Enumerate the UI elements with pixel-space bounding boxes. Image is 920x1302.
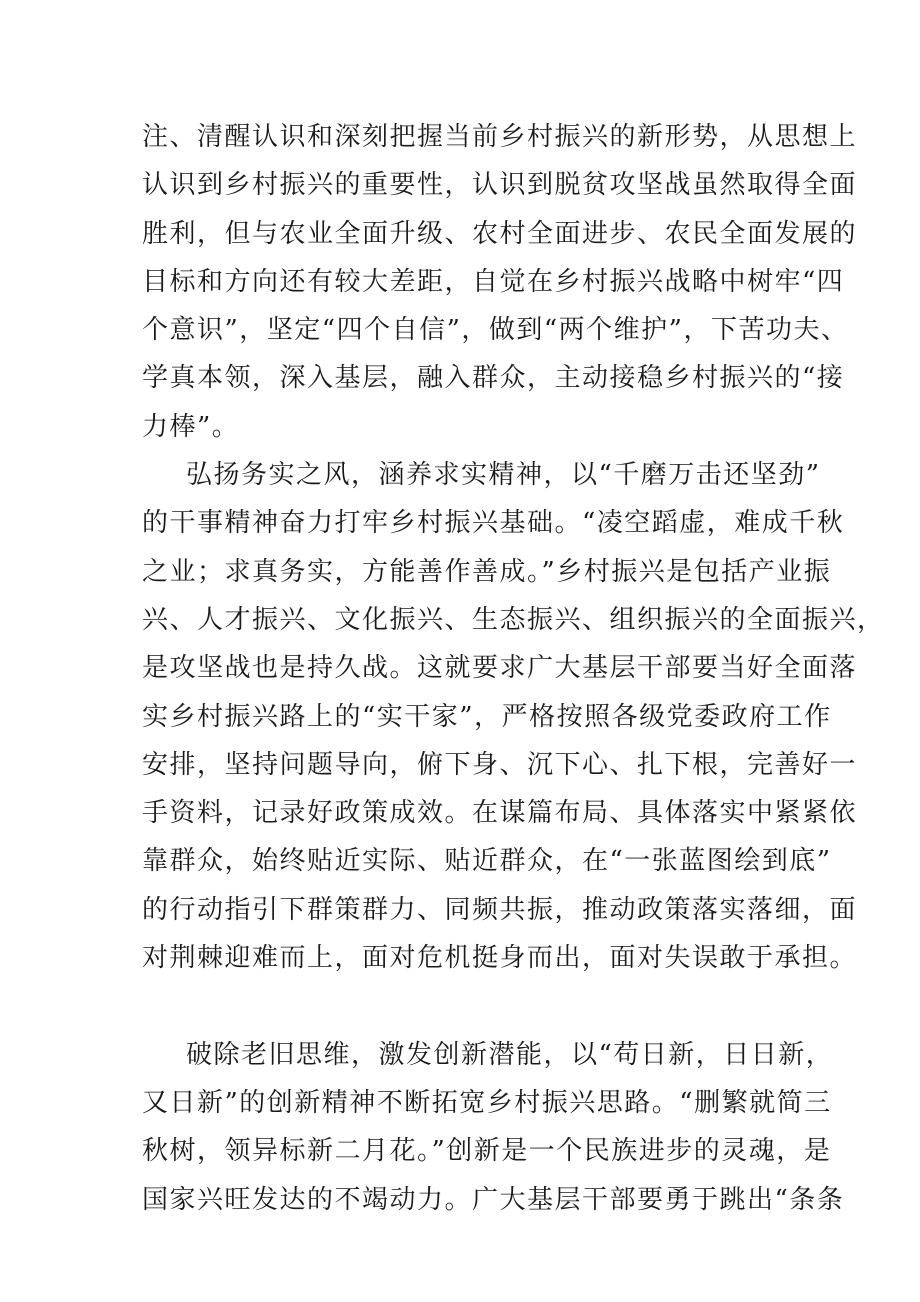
text-line: 破除老旧思维，激发创新潜能，以“苟日新，日日新，: [186, 1039, 834, 1070]
text-line: 对荆棘迎难而上，面对危机挺身而出，面对失误敢于承担。: [142, 943, 858, 974]
text-line: 注、清醒认识和深刻把握当前乡村振兴的新形势，从思想上: [142, 122, 858, 152]
text-line: 之业；求真务实，方能善作善成。”乡村振兴是包括产业振: [142, 556, 832, 587]
text-line: 秋树，领异标新二月花。”创新是一个民族进步的灵魂，是: [142, 1136, 832, 1167]
text-line: 的行动指引下群策群力、同频共振，推动政策落实落细，面: [142, 894, 858, 925]
paragraph-3: [142, 1031, 845, 1224]
text-line: 学真本领，深入基层，融入群众，主动接稳乡村振兴的“接: [142, 363, 845, 394]
text-line: 认识到乡村振兴的重要性，认识到脱贫攻坚战虽然取得全面: [142, 170, 858, 201]
text-line: 是攻坚战也是持久战。这就要求广大基层干部要当好全面落: [142, 653, 858, 684]
text-line: 目标和方向还有较大差距，自觉在乡村振兴战略中树牢“四: [142, 266, 845, 297]
text-line: [142, 982, 792, 1030]
text-line: 力棒”。: [142, 411, 240, 442]
text-line: 靠群众，始终贴近实际、贴近群众，在“一张蓝图绘到底”: [142, 846, 832, 877]
text-line: 手资料，记录好政策成效。在谋篇布局、具体落实中紧紧依: [142, 798, 858, 829]
text-line: 安排，坚持问题导向，俯下身、沉下心、扎下根，完善好一: [142, 749, 858, 780]
text-line: 的干事精神奋力打牢乡村振兴基础。“凌空蹈虚，难成千秋: [142, 508, 845, 539]
document-body: [142, 113, 885, 1224]
text-line: 国家兴旺发达的不竭动力。广大基层干部要勇于跳出“条条: [142, 1184, 845, 1215]
text-line: 弘扬务实之风，涵养求实精神，以“千磨万击还坚劲”: [186, 460, 821, 491]
paragraph-1: [142, 113, 858, 451]
text-line: 又日新”的创新精神不断拓宽乡村振兴思路。“删繁就简三: [142, 1087, 832, 1118]
paragraph-2: [142, 451, 885, 1031]
text-line: 胜利，但与农业全面升级、农村全面进步、农民全面发展的: [142, 218, 858, 249]
text-line: 实乡村振兴路上的“实干家”，严格按照各级党委政府工作: [142, 701, 832, 732]
text-line: 兴、人才振兴、文化振兴、生态振兴、组织振兴的全面振兴，: [142, 604, 885, 635]
text-line: 个意识”，坚定“四个自信”，做到“两个维护”，下苦功夫、: [142, 315, 849, 346]
